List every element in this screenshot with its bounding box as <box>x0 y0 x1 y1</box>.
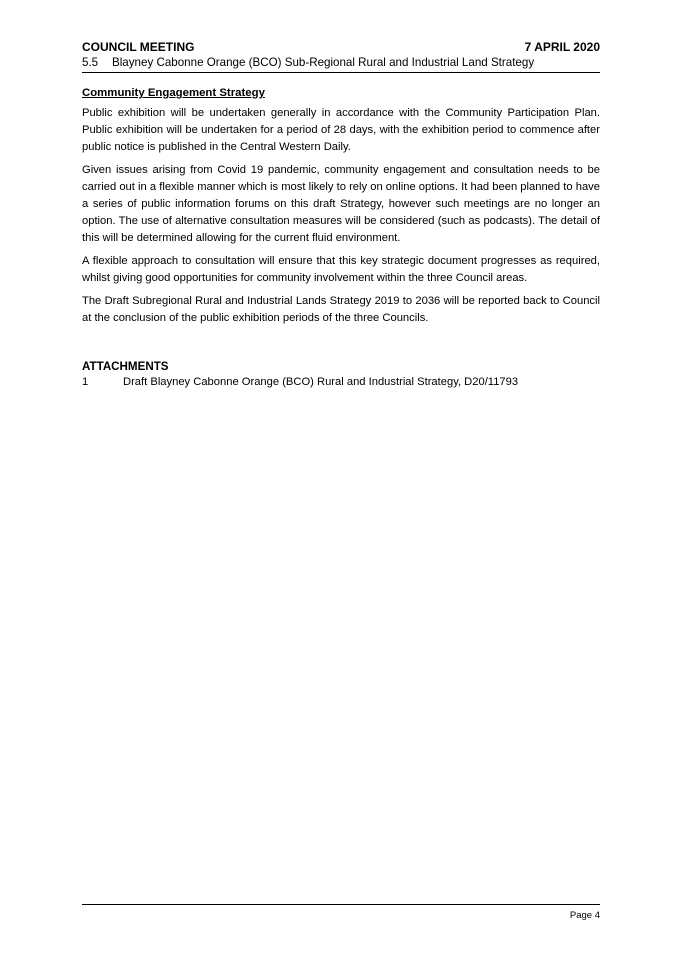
agenda-item-title: Blayney Cabonne Orange (BCO) Sub-Regional Rural and Industrial Land Strategy <box>112 56 535 69</box>
section-heading: Community Engagement Strategy <box>82 87 265 99</box>
meeting-date: 7 APRIL 2020 <box>524 40 600 54</box>
attachment-item[interactable] <box>82 374 600 391</box>
body-paragraph-3: A flexible approach to consultation will ensure that this key strategic document progresses as required, whilst giving good opportunities for community involvement within the three Council areas. <box>82 255 600 284</box>
agenda-item-header <box>82 55 600 73</box>
page-footer <box>82 904 600 922</box>
body-paragraph-1: Public exhibition will be undertaken generally in accordance with the Community Participation Plan. Public exhibition will be undertaken for a period of 28 days, with the exhibition period to commence after public notice is published in the Central Western Daily. <box>82 107 600 153</box>
agenda-item-number: 5.5 <box>82 56 99 69</box>
page-number: Page 4 <box>569 910 600 921</box>
meeting-title: COUNCIL MEETING <box>82 40 195 54</box>
page-header <box>82 40 600 55</box>
body-paragraph-4: The Draft Subregional Rural and Industrial Lands Strategy 2019 to 2036 will be reported back to Council at the conclusion of the public exhibition periods of the three Councils. <box>82 295 600 324</box>
body-paragraph-2: Given issues arising from Covid 19 pandemic, community engagement and consultation needs to be carried out in a flexible manner which is most likely to rely on online options. It had been planned to have a series of public information forums on this draft Strategy, however such meetings are no longer an option. The use of alternative consultation measures will be considered (such as podcasts). The detail of this will be determined allowing for the current fluid environment. <box>82 164 600 244</box>
attachment-number: 1 <box>82 376 89 388</box>
attachments-heading: ATTACHMENTS <box>82 360 169 373</box>
document-page <box>82 40 600 391</box>
attachment-title: Draft Blayney Cabonne Orange (BCO) Rural and Industrial Strategy, D20/11793 <box>123 376 519 388</box>
